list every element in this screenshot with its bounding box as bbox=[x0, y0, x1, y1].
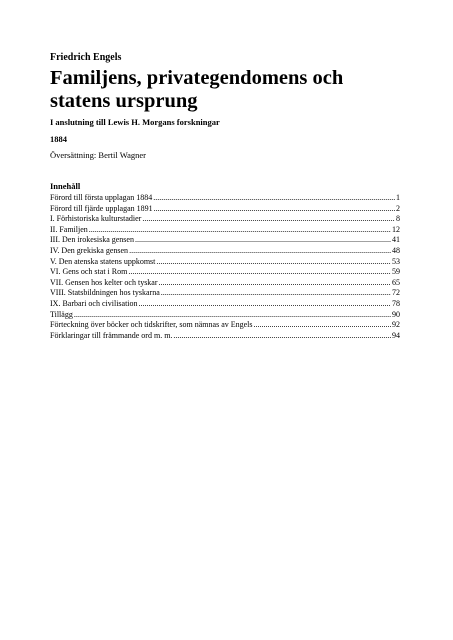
toc-entry[interactable] bbox=[50, 310, 400, 321]
toc-entry-title: III. Den irokesiska gensen bbox=[50, 235, 134, 245]
toc-entry-page: 59 bbox=[392, 267, 400, 277]
toc-leader-dots bbox=[89, 225, 391, 236]
toc-entry-title: Förteckning över böcker och tidskrifter, som nämnas av Engels bbox=[50, 320, 253, 330]
toc-leader-dots bbox=[161, 288, 391, 299]
toc-leader-dots bbox=[135, 235, 391, 246]
toc-entry-title: VI. Gens och stat i Rom bbox=[50, 267, 128, 277]
toc-leader-dots bbox=[139, 299, 391, 310]
toc-entry-title: I. Förhistoriska kulturstadier bbox=[50, 214, 142, 224]
toc-leader-dots bbox=[129, 246, 391, 257]
toc-entry[interactable] bbox=[50, 235, 400, 246]
toc-entry[interactable] bbox=[50, 214, 400, 225]
toc-entry-title: Förord till första upplagan 1884 bbox=[50, 193, 153, 202]
toc-entry-page: 78 bbox=[392, 298, 400, 308]
toc-entry-title: Förklaringar till främmande ord m. m. bbox=[50, 330, 173, 340]
toc-entry-page: 92 bbox=[392, 320, 400, 330]
author: Friedrich Engels bbox=[50, 52, 122, 63]
toc-entry[interactable] bbox=[50, 204, 400, 215]
toc-leader-dots bbox=[142, 214, 395, 225]
toc-entry-title: V. Den atenska statens uppkomst bbox=[50, 256, 156, 266]
toc-entry[interactable] bbox=[50, 288, 400, 299]
toc-entry-title: II. Familjen bbox=[50, 224, 88, 234]
toc-entry-page: 53 bbox=[392, 256, 400, 266]
toc-leader-dots bbox=[154, 204, 395, 215]
toc-entry-title: VII. Gensen hos kelter och tyskar bbox=[50, 277, 158, 287]
toc-entry-page: 1 bbox=[396, 193, 400, 202]
toc-leader-dots bbox=[159, 278, 391, 289]
toc-leader-dots bbox=[74, 310, 391, 321]
toc-entry-page: 41 bbox=[392, 235, 400, 245]
translator-credit: Översättning: Bertil Wagner bbox=[50, 150, 146, 160]
toc-entry-page: 72 bbox=[392, 288, 400, 298]
toc-entry[interactable] bbox=[50, 193, 400, 204]
toc-entry-title: VIII. Statsbildningen hos tyskarna bbox=[50, 288, 160, 298]
toc-entry[interactable] bbox=[50, 246, 400, 257]
toc-entry-page: 65 bbox=[392, 277, 400, 287]
page-title: Familjens, privategendomens och statens ursprung bbox=[50, 67, 344, 112]
toc-entry[interactable] bbox=[50, 267, 400, 278]
toc-entry-title: Förord till fjärde upplagan 1891 bbox=[50, 203, 153, 213]
toc-entry[interactable] bbox=[50, 225, 400, 236]
toc-entry-page: 94 bbox=[392, 330, 400, 340]
toc-entry-title: IV. Den grekiska gensen bbox=[50, 245, 129, 255]
toc-heading: Innehåll bbox=[50, 181, 81, 191]
toc-entry-title: IX. Barbari och civilisation bbox=[50, 298, 138, 308]
subtitle: I anslutning till Lewis H. Morgans forskningar bbox=[50, 117, 220, 127]
toc-entry[interactable] bbox=[50, 320, 400, 331]
toc-entry-page: 90 bbox=[392, 309, 400, 319]
toc-entry-page: 12 bbox=[392, 224, 400, 234]
toc-entry-page: 2 bbox=[396, 203, 400, 213]
toc-leader-dots bbox=[254, 320, 391, 331]
toc-entry-title: Tillägg bbox=[50, 309, 73, 319]
toc-entry[interactable] bbox=[50, 278, 400, 289]
toc-leader-dots bbox=[153, 193, 395, 204]
toc-leader-dots bbox=[173, 331, 391, 342]
toc-leader-dots bbox=[128, 267, 391, 278]
toc-leader-dots bbox=[156, 257, 391, 268]
toc-entry-page: 48 bbox=[392, 245, 400, 255]
table-of-contents bbox=[50, 193, 400, 341]
toc-entry[interactable] bbox=[50, 299, 400, 310]
toc-entry[interactable] bbox=[50, 331, 400, 342]
publication-year: 1884 bbox=[50, 134, 67, 144]
toc-entry-page: 8 bbox=[396, 214, 400, 224]
toc-entry[interactable] bbox=[50, 257, 400, 268]
